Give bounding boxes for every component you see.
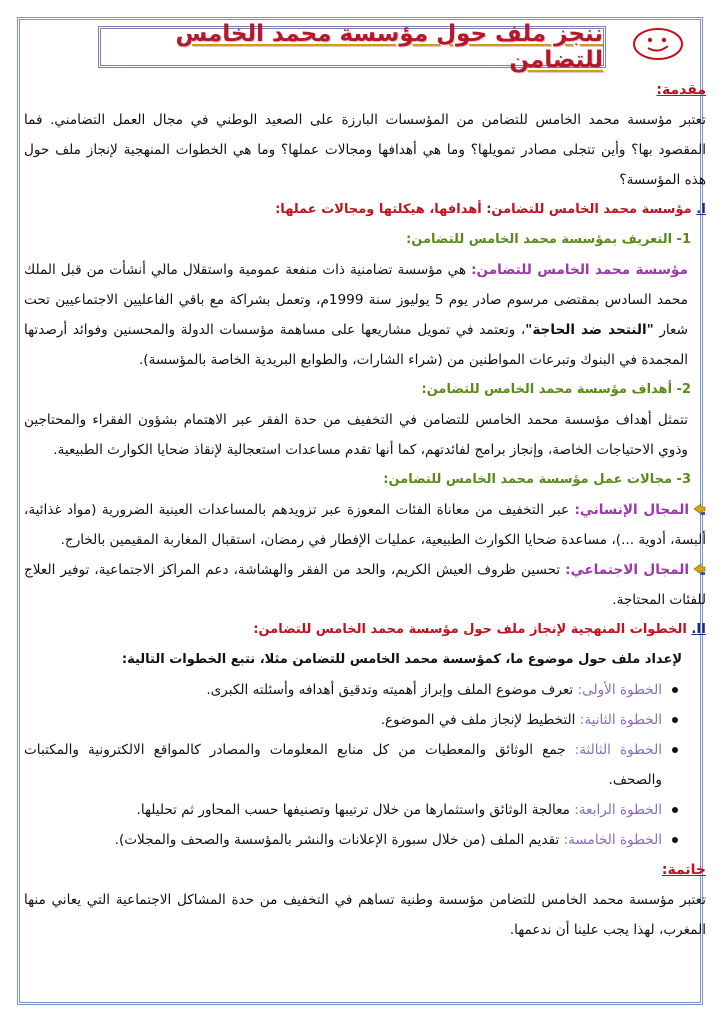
field-social-term: المجال الاجتماعي: xyxy=(565,562,689,578)
definition-text-b: ، وتعتمد في تمويل مشاريعها على مساهمة مؤسسات الدولة والمحسنين وفوائد أرصدتها المجمدة في البنوك وتبرعات المواطنين من (شراء الشارات، والطوابع البريدية الخاصة بالمؤسسة). xyxy=(24,322,688,368)
intro-heading: مقدمة: xyxy=(656,82,706,98)
arrow-bullet-icon xyxy=(692,502,706,516)
section-2-title: الخطوات المنهجية لإنجاز ملف حول مؤسسة محمد الخامس للتضامن: xyxy=(253,622,692,637)
field-humanitarian-term: المجال الإنساني: xyxy=(574,502,689,518)
definition-term: مؤسسة محمد الخامس للتضامن: xyxy=(471,262,688,278)
section-1-heading xyxy=(24,195,706,225)
fields-heading: 3- مجالات عمل مؤسسة محمد الخامس للتضامن: xyxy=(383,472,691,487)
slogan: "النتحد ضد الحاجة" xyxy=(525,322,654,338)
bullet-dot-icon xyxy=(672,717,678,723)
arrow-bullet-icon xyxy=(692,562,706,576)
step-text: تعرف موضوع الملف وإبراز أهميته وتدقيق أهدافه وأسئلته الكبرى. xyxy=(206,682,578,698)
list-item xyxy=(24,795,680,825)
list-item xyxy=(24,705,680,735)
step-name: الخطوة الثانية: xyxy=(579,712,662,728)
list-item xyxy=(24,675,680,705)
field-social xyxy=(24,555,706,615)
title-box xyxy=(98,21,606,73)
conclusion-heading: خاتمة: xyxy=(661,862,706,878)
section-2-heading xyxy=(24,615,706,645)
list-item xyxy=(24,735,680,795)
bullet-dot-icon xyxy=(672,837,678,843)
goals-heading: 2- أهداف مؤسسة محمد الخامس للتضامن: xyxy=(421,382,691,397)
bullet-dot-icon xyxy=(672,747,678,753)
intro-text: تعتبر مؤسسة محمد الخامس للتضامن من المؤسسات البارزة على الصعيد الوطني في مجال العمل التضامني. فما المقصود بها؟ وأين تتجلى مصادر تمويلها؟ وما هي أهدافها ومجالات عملها؟ وما هي الخطوات المنهجية لإنجاز ملف حول هذه المؤسسة؟ xyxy=(24,112,706,188)
field-humanitarian xyxy=(24,495,706,555)
step-name: الخطوة الخامسة: xyxy=(563,832,662,848)
steps-list xyxy=(24,675,706,855)
section-1-title: مؤسسة محمد الخامس للتضامن: أهدافها، هيكلتها ومجالات عملها: xyxy=(275,202,697,217)
section-2-number: II. xyxy=(691,622,706,637)
document-body xyxy=(24,75,706,945)
conclusion-text: تعتبر مؤسسة محمد الخامس للتضامن مؤسسة وطنية تساهم في التخفيف من حدة المشاكل الاجتماعية التي يعاني منها المغرب، لهذا يجب علينا أن ندعمها. xyxy=(24,892,706,938)
step-name: الخطوة الأولى: xyxy=(577,682,662,698)
step-text: جمع الوثائق والمعطيات من كل منابع المعلومات والمصادر كالمواقع الالكترونية والمكتبات والصحف. xyxy=(24,742,662,788)
field-humanitarian-text: عبر التخفيف من معاناة الفئات المعوزة عبر تزويدهم بالمساعدات العينية الضرورية (مواد غذائية، ألبسة، أدوية ...)، مساعدة ضحايا الكوارث الطبيعية، عمليات الإفطار في رمضان، استقبال المغاربة المقيمين بالخارج. xyxy=(24,502,706,548)
step-text: التخطيط لإنجاز ملف في الموضوع. xyxy=(380,712,580,728)
step-name: الخطوة الرابعة: xyxy=(574,802,662,818)
smiley-face-icon xyxy=(630,24,686,64)
section-1-number: I. xyxy=(696,202,706,217)
list-item xyxy=(24,825,680,855)
step-text: معالجة الوثائق واستثمارها من خلال ترتيبها وتصنيفها حسب المحاور ثم تحليلها. xyxy=(136,802,575,818)
bullet-dot-icon xyxy=(672,687,678,693)
bullet-dot-icon xyxy=(672,807,678,813)
step-text: تقديم الملف (من خلال سبورة الإعلانات والنشر بالمؤسسة والصحف والمجلات). xyxy=(114,832,564,848)
goals-text: تتمثل أهداف مؤسسة محمد الخامس للتضامن في التخفيف من حدة الفقر عبر الاهتمام بشؤون الفقراء والمحتاجين وذوي الاحتياجات الخاصة، وإنجاز برامج لفائدتهم، كما أنها تقدم مساعدات استعجالية لإنقاذ ضحايا الكوارث الطبيعية. xyxy=(24,412,688,458)
definition-paragraph xyxy=(24,255,706,375)
field-social-text: تحسين ظروف العيش الكريم، والحد من الفقر والهشاشة، دعم المراكز الاجتماعية، توفير العلاج للفئات المحتاجة. xyxy=(24,562,706,608)
steps-lead: لإعداد ملف حول موضوع ما، كمؤسسة محمد الخامس للتضامن مثلا، نتبع الخطوات التالية: xyxy=(121,652,682,667)
definition-text-a: هي مؤسسة تضامنية ذات منفعة عمومية واستقلال مالي أنشأت من قبل الملك محمد السادس بمقتضى مرسوم صادر يوم 5 يوليوز سنة 1999م، وتعمل بشراكة مع باقي الفاعليين الاجتماعيين تحت شعار xyxy=(24,262,688,338)
definition-heading: 1- التعريف بمؤسسة محمد الخامس للتضامن: xyxy=(406,232,691,247)
step-name: الخطوة الثالثة: xyxy=(574,742,662,758)
page-title: ننجز ملف حول مؤسسة محمد الخامس للتضامن xyxy=(175,21,603,73)
